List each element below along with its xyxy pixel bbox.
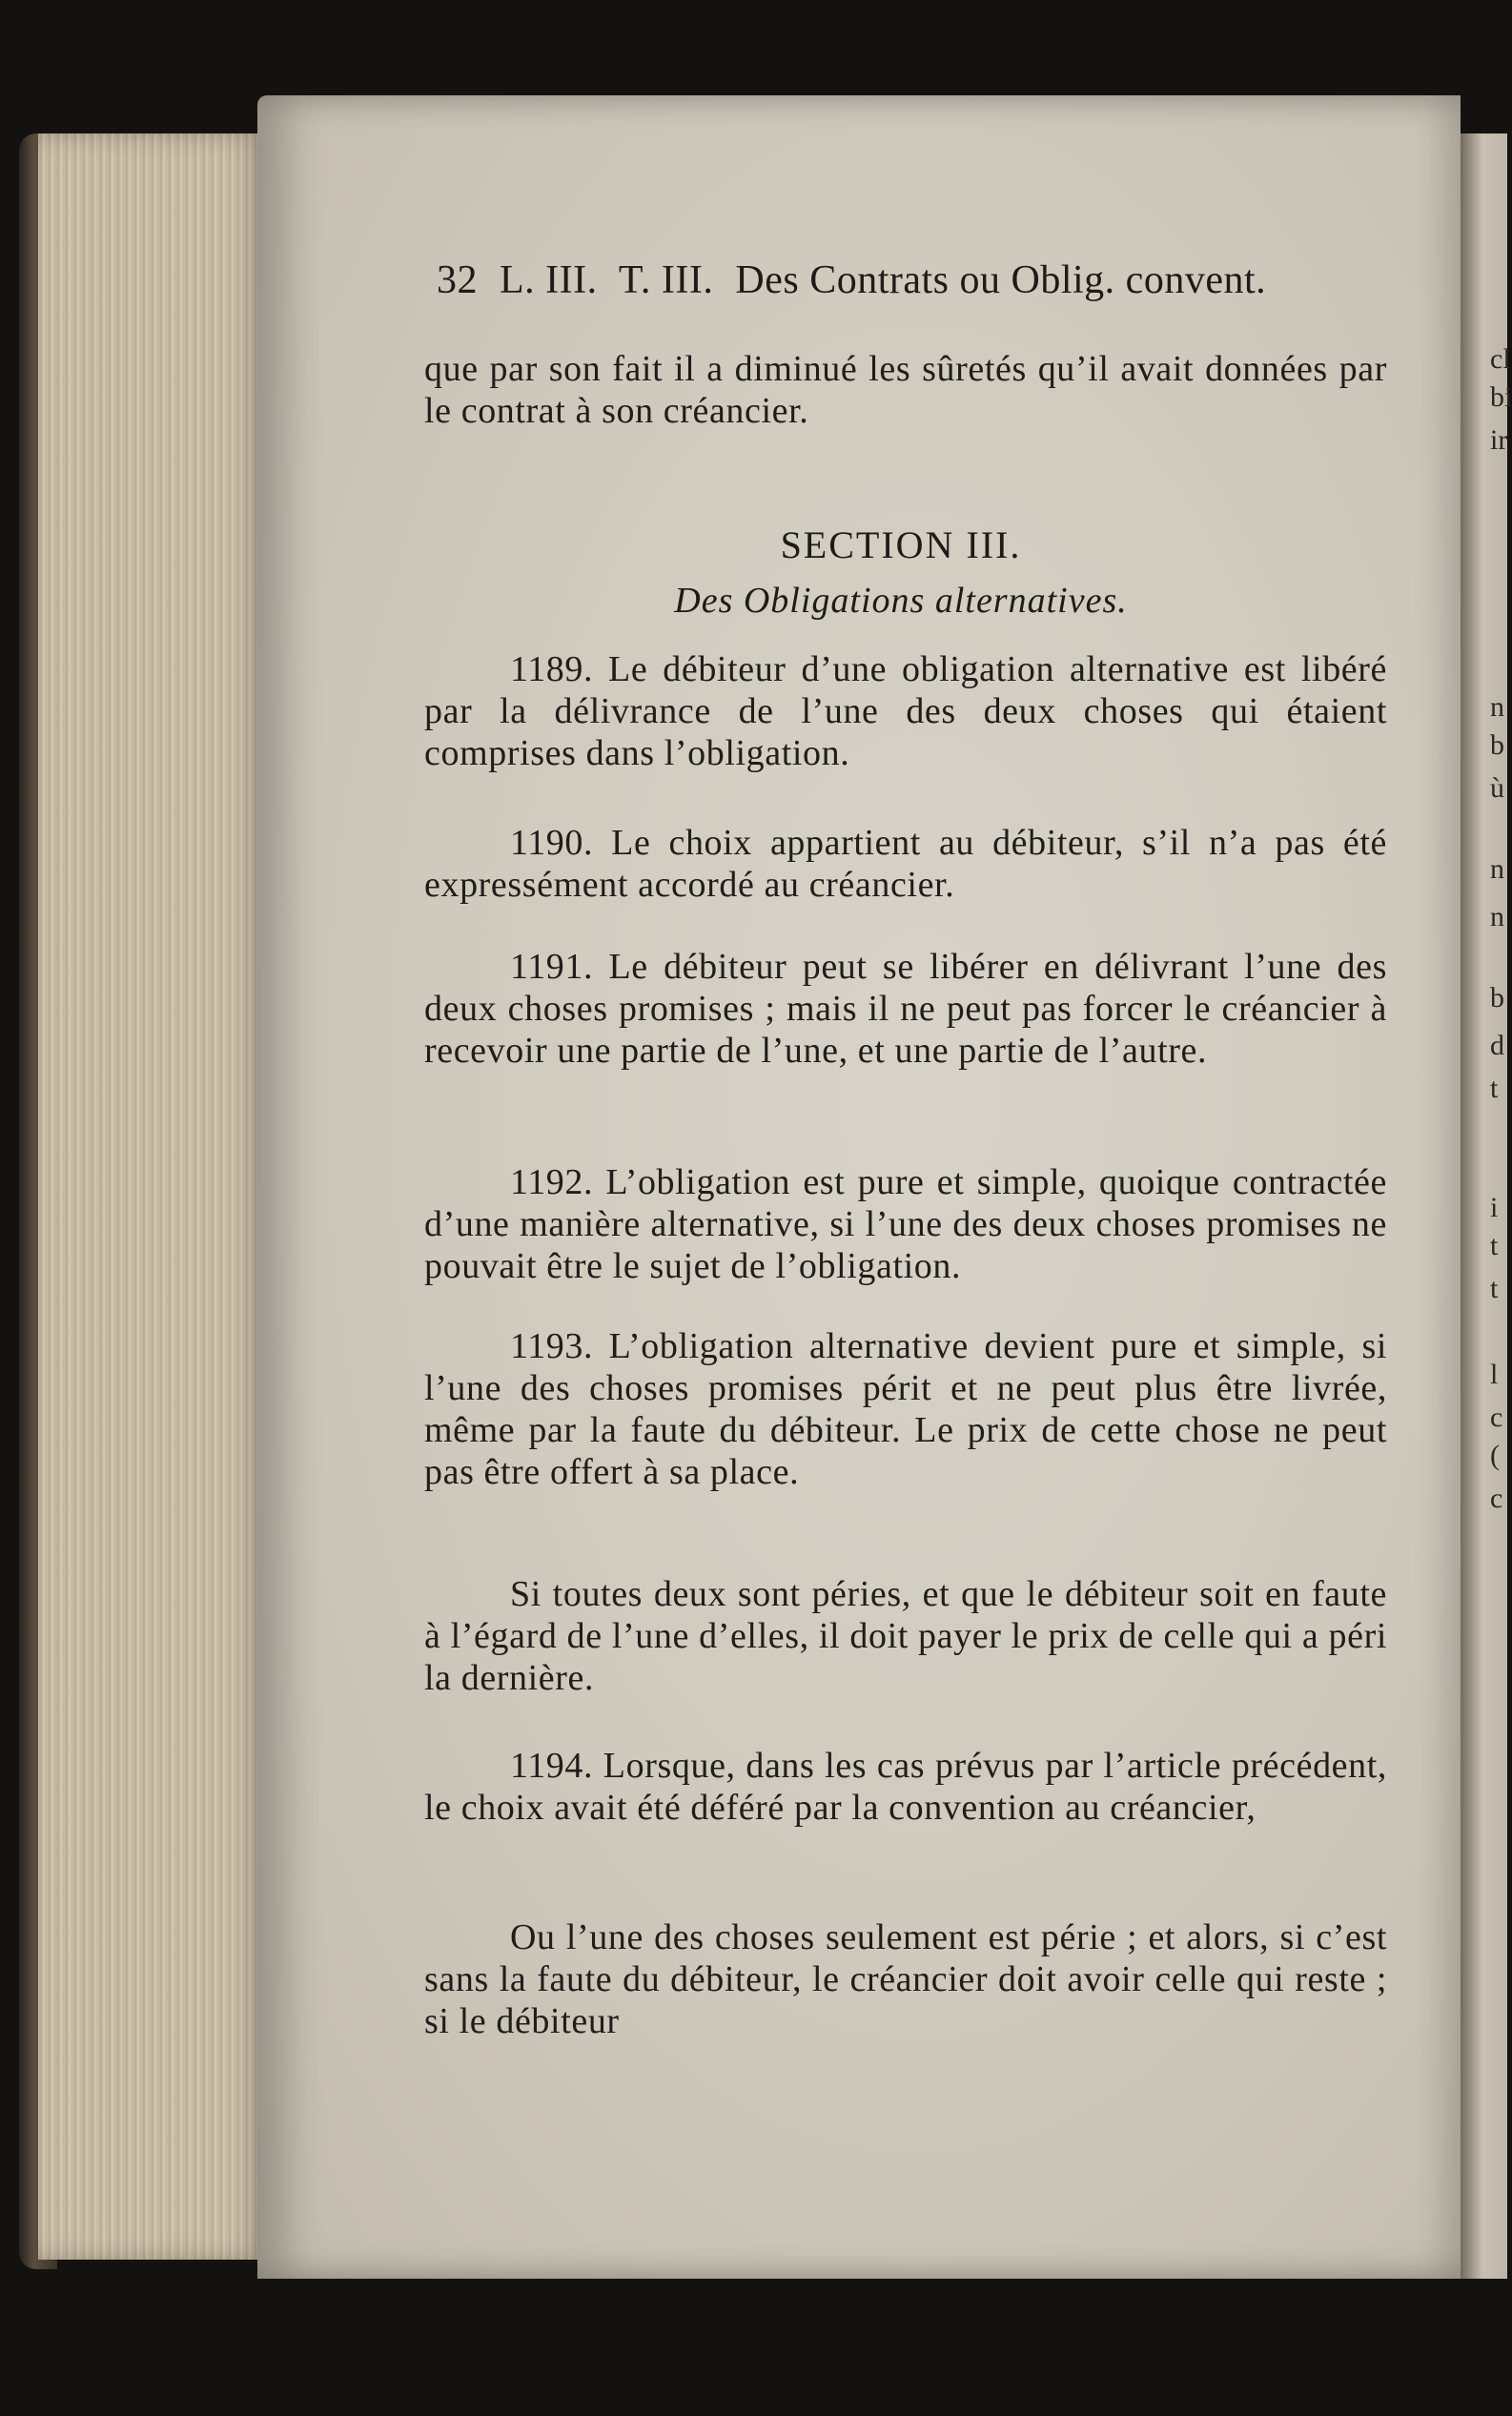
article-1194-continued: Ou l’une des choses seulement est périe ; et alors, si c’est sans la faute du débiteur, le créancier doit avoir celle qui reste ; si le débiteur <box>424 1917 1387 2041</box>
paragraph-continuation: que par son fait il a diminué les sûretés qu’il avait données par le contrat à son créancier. <box>424 349 1387 431</box>
facing-page-glyph: l <box>1490 1359 1499 1390</box>
facing-page-glyph: i <box>1490 1192 1499 1223</box>
facing-page-glyph: n <box>1490 853 1504 885</box>
facing-page-glyph: t <box>1490 1073 1499 1104</box>
facing-page-glyph: t <box>1490 1230 1499 1261</box>
facing-page-glyph: ù <box>1490 772 1504 804</box>
title-number: T. III. <box>618 258 714 302</box>
facing-page-glyph: c <box>1490 1483 1503 1514</box>
facing-page-glyph: n <box>1490 691 1504 723</box>
section-title: SECTION III. <box>780 523 1022 566</box>
section-subtitle: Des Obligations alternatives. <box>674 581 1128 621</box>
facing-page-glyph: d <box>1490 1030 1504 1061</box>
facing-page-glyph: c <box>1490 1402 1503 1433</box>
page-number: 32 <box>437 258 478 302</box>
article-1191: 1191. Le débiteur peut se libérer en délivrant l’une des deux choses promises ; mais il ne peut pas forcer le créancier à recevoir une partie de l’une, et une partie de l’autre. <box>424 947 1387 1071</box>
article-1193: 1193. L’obligation alternative devient pure et simple, si l’une des choses promises périt et ne peut plus être livrée, même par la faute du débiteur. Le prix de cette chose ne peut pas être offert à sa place. <box>424 1326 1387 1492</box>
facing-page-glyph: ir <box>1490 424 1508 456</box>
facing-page-glyph: n <box>1490 901 1504 932</box>
article-1193-continued: Si toutes deux sont péries, et que le débiteur soit en faute à l’égard de l’une d’elles, il doit payer le prix de celle qui a péri la dernière. <box>424 1574 1387 1698</box>
facing-page-glyph: ( <box>1490 1440 1500 1471</box>
article-1189: 1189. Le débiteur d’une obligation alternative est libéré par la délivrance de l’une des deux choses qui étaient comprises dans l’obligation. <box>424 649 1387 773</box>
running-header <box>437 257 1390 303</box>
page-block-edges <box>38 133 267 2260</box>
facing-page-glyph: b <box>1490 982 1504 1013</box>
article-1194: 1194. Lorsque, dans les cas prévus par l’article précédent, le choix avait été déféré par la convention au créancier, <box>424 1746 1387 1828</box>
facing-page-glyph: b <box>1490 729 1504 761</box>
running-title: Des Contrats ou Oblig. convent. <box>735 258 1267 302</box>
article-1192: 1192. L’obligation est pure et simple, quoique contractée d’une manière alternative, si l’une des deux choses promises ne pouvait être le sujet de l’obligation. <box>424 1162 1387 1286</box>
facing-page-glyph: t <box>1490 1273 1499 1304</box>
book-number: L. III. <box>500 258 598 302</box>
facing-page-glyph: bi <box>1490 381 1512 413</box>
facing-page-glyph: cl <box>1490 343 1511 375</box>
article-1190: 1190. Le choix appartient au débiteur, s’il n’a pas été expressément accordé au créancier. <box>424 823 1387 905</box>
